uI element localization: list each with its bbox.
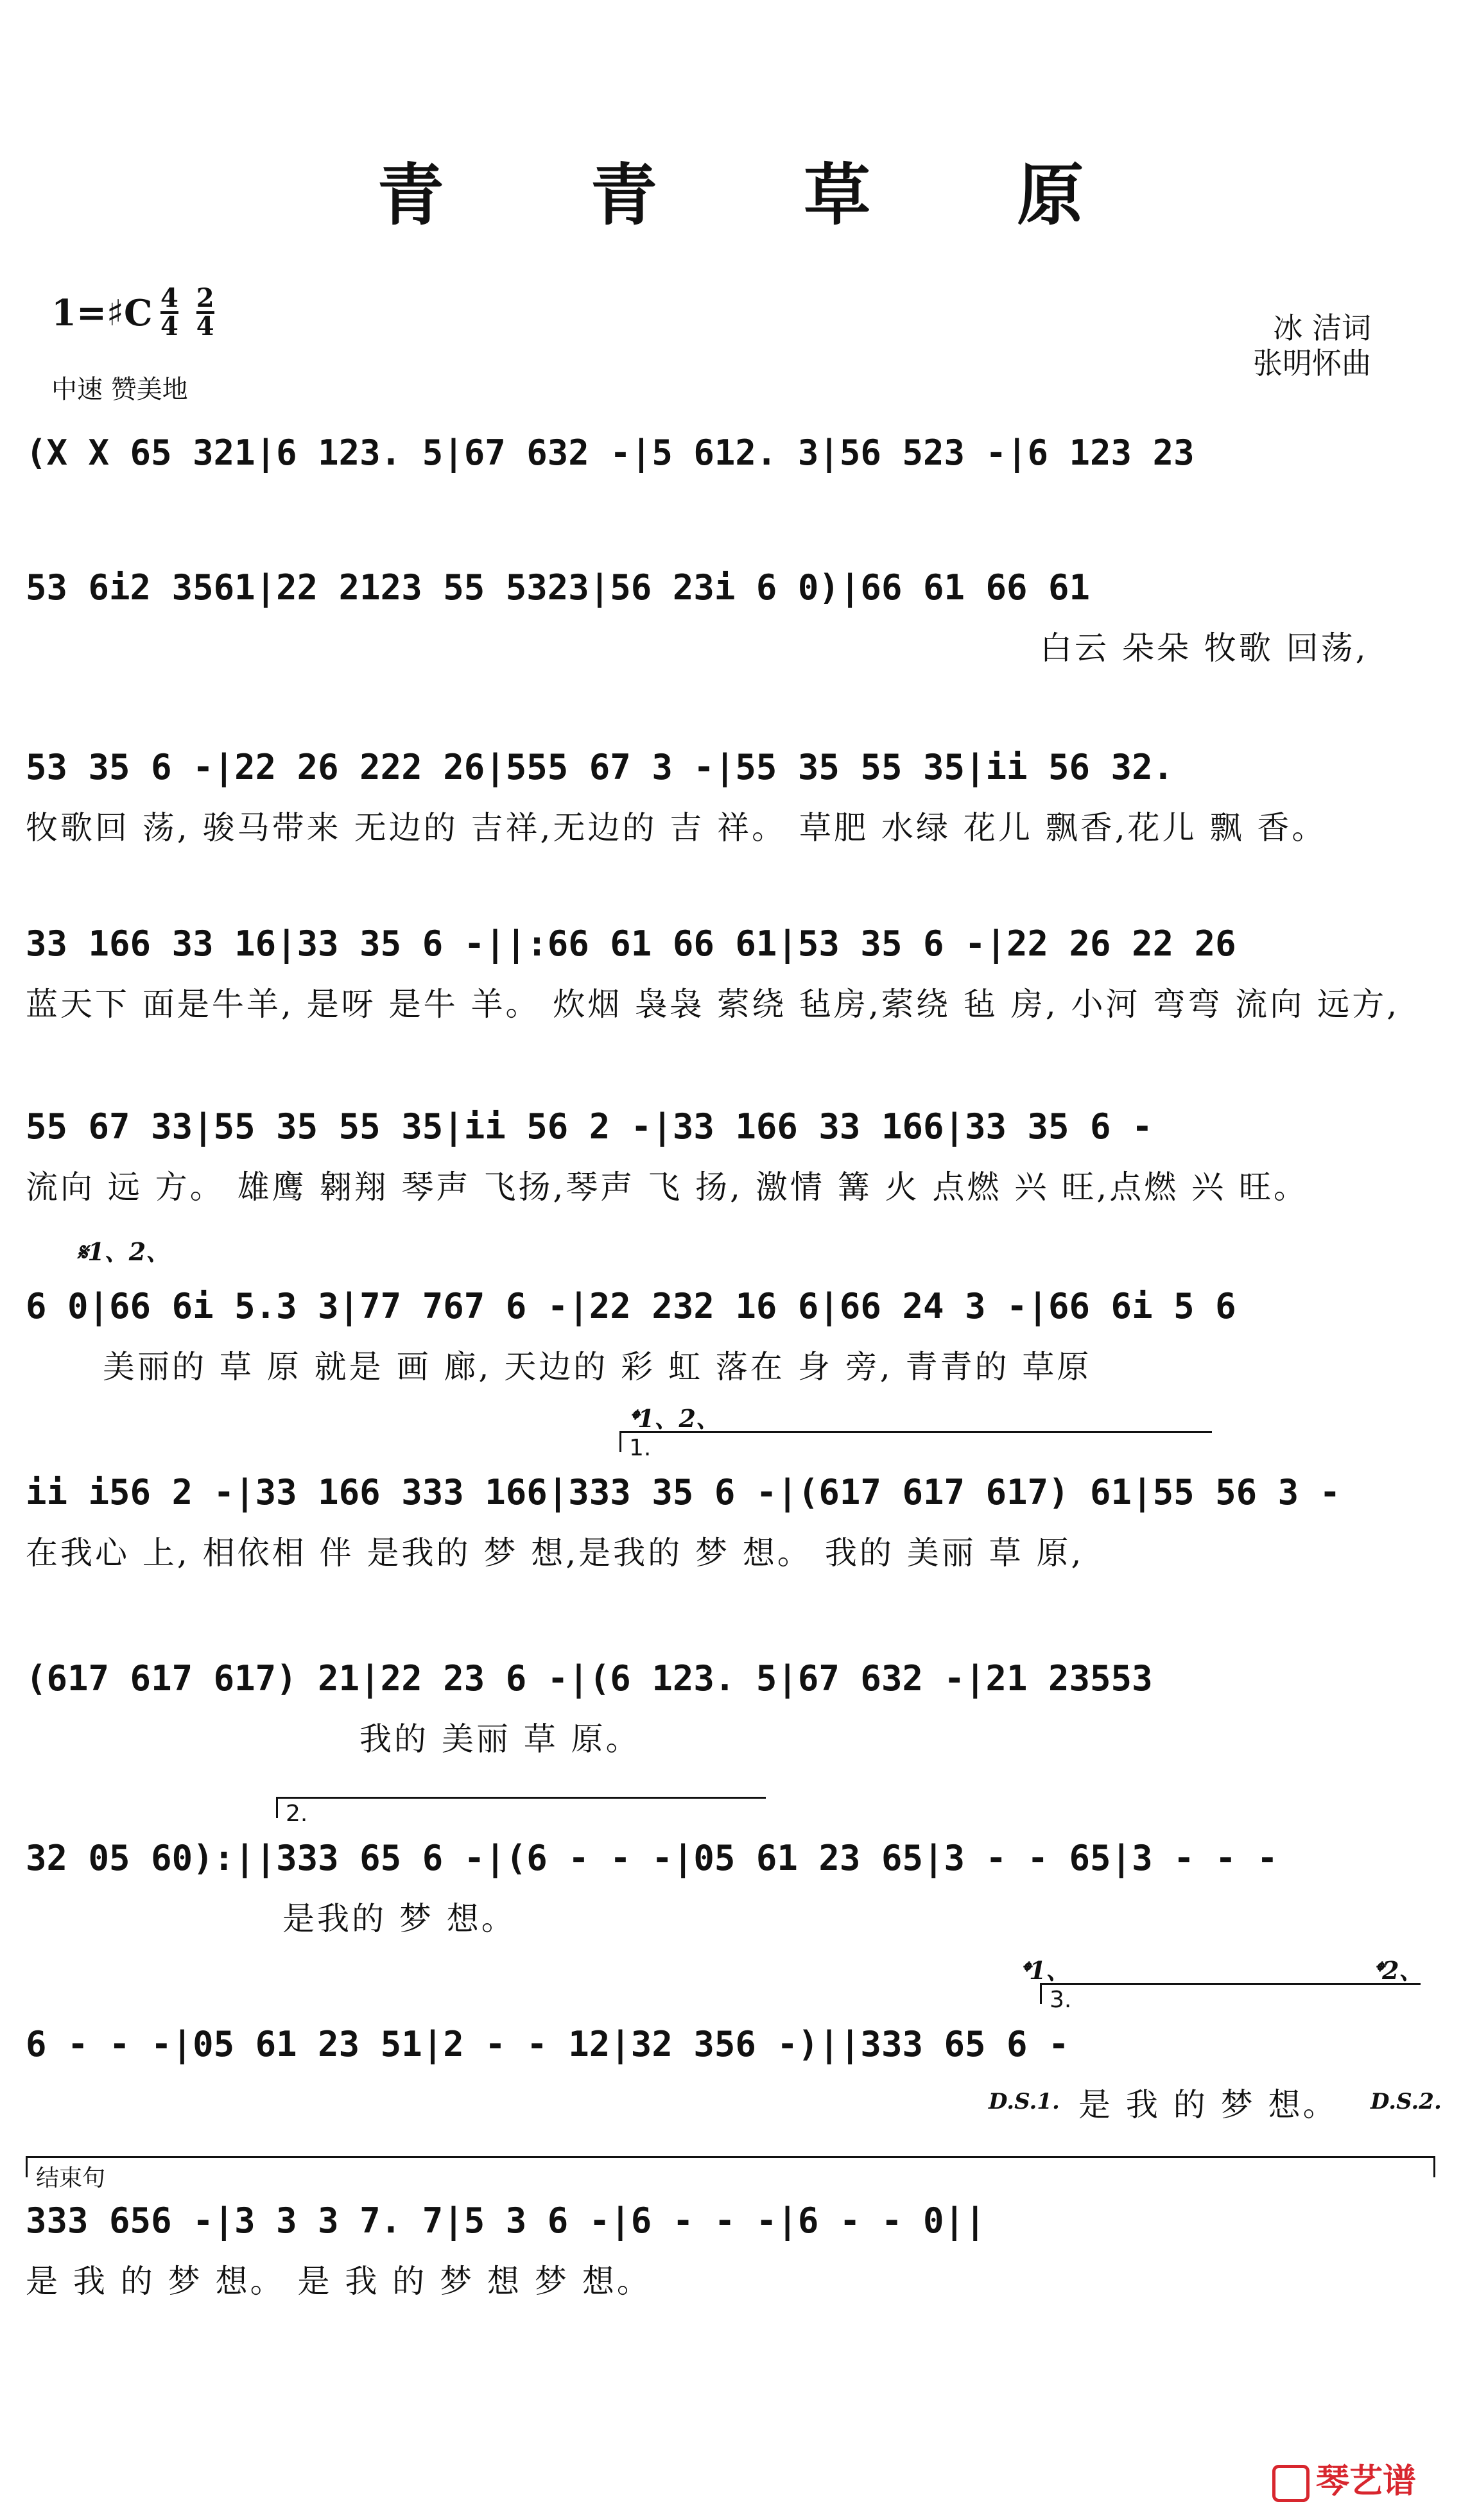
site-logo: 琴艺谱 xyxy=(1272,2454,1416,2502)
lyric-line: 我的 美丽 草 原。 xyxy=(359,1720,641,1758)
music-system-6 xyxy=(26,1271,1435,1393)
lyric-line: 美丽的 草 原 就是 画 廊, 天边的 彩 虹 落在 身 旁, 青青的 草原 xyxy=(103,1348,1092,1385)
ending-2-label: 2. xyxy=(286,1801,308,1827)
music-system-3 xyxy=(26,732,1435,853)
lyric-line: 在我心 上, 相依相 伴 是我的 梦 想,是我的 梦 想。 我的 美丽 草 原, xyxy=(26,1534,1084,1572)
coda-mark-1: 𝄌1、 xyxy=(1021,1956,1071,1985)
outro-bracket xyxy=(26,2156,1435,2177)
notation-line: 333 656 -|3 3 3 7. 7|5 3 6 -|6 - - -|6 - - 0|| xyxy=(26,2200,986,2241)
page-title: 青 青 草 原 xyxy=(377,155,1146,234)
notation-line: ii i56 2 -|33 166 333 166|333 35 6 -|(617 617 617) 61|55 56 3 - xyxy=(26,1471,1341,1513)
notation-line: 53 35 6 -|22 26 222 26|555 67 3 -|55 35 55 35|ii 56 32. xyxy=(26,746,1174,787)
time-signature xyxy=(160,283,223,341)
composer-credit: 张明怀曲 xyxy=(1253,346,1371,381)
lyric-line: 是我的 梦 想。 xyxy=(282,1900,516,1937)
music-system-7 xyxy=(26,1457,1435,1579)
music-system-8 xyxy=(26,1643,1435,1765)
notation-line: 32 05 60):||333 65 6 -|(6 - - -|05 61 23 65|3 - - 65|3 - - - xyxy=(26,1837,1278,1878)
segno-mark: 𝄋1、2、 xyxy=(77,1237,171,1266)
music-system-5 xyxy=(26,1091,1435,1213)
lyric-line: 蓝天下 面是牛羊, 是呀 是牛 羊。 炊烟 袅袅 萦绕 毡房,萦绕 毡 房, 小河 弯弯 流向 远方, xyxy=(26,986,1400,1023)
ending-1-label: 1. xyxy=(629,1435,652,1461)
ending-bracket-3 xyxy=(1040,1983,1421,2004)
outro-label: 结束句 xyxy=(36,2165,106,2191)
notation-line: (X X 65 321|6 123. 5|67 632 -|5 612. 3|56 523 -|6 123 23 xyxy=(26,432,1195,473)
music-system-1 xyxy=(26,417,1435,539)
coda-mark-2: 𝄌2、 xyxy=(1374,1956,1424,1985)
key-signature: 1=♯C xyxy=(51,292,153,334)
ds1-mark: D.S.1. xyxy=(989,2089,1060,2114)
music-system-9 xyxy=(26,1822,1435,1944)
music-system-11 xyxy=(26,2185,1435,2307)
lyric-line: 是 我 的 梦 想。 xyxy=(1078,2086,1338,2123)
ending-bracket-1 xyxy=(619,1431,1212,1452)
lyric-line: 白云 朵朵 牧歌 回荡, xyxy=(1040,630,1369,667)
tempo-marking: 中速 赞美地 xyxy=(51,375,188,404)
notation-line: 6 0|66 6i 5.3 3|77 767 6 -|22 232 16 6|66 24 3 -|66 6i 5 6 xyxy=(26,1285,1236,1326)
lyric-line: 是 我 的 梦 想。 是 我 的 梦 想 梦 想。 xyxy=(26,2263,652,2300)
music-system-2 xyxy=(26,552,1435,674)
notation-line: (617 617 617) 21|22 23 6 -|(6 123. 5|67 632 -|21 23553 xyxy=(26,1658,1153,1699)
lyric-line xyxy=(26,488,1435,539)
notation-line: 6 - - -|05 61 23 51|2 - - 12|32 356 -)||333 65 6 - xyxy=(26,2023,1069,2064)
notation-line: 55 67 33|55 35 55 35|ii 56 2 -|33 166 33 166|33 35 6 - xyxy=(26,1106,1153,1147)
ending-bracket-2 xyxy=(276,1797,766,1818)
lyricist-credit: 冰 洁词 xyxy=(1273,311,1371,345)
ds2-mark: D.S.2. xyxy=(1370,2089,1442,2114)
logo-icon xyxy=(1272,2465,1310,2502)
lyric-line: 流向 远 方。 雄鹰 翱翔 琴声 飞扬,琴声 飞 扬, 激情 篝 火 点燃 兴 旺,点燃 兴 旺。 xyxy=(26,1169,1308,1206)
lyric-line: 牧歌回 荡, 骏马带来 无边的 吉祥,无边的 吉 祥。 草肥 水绿 花儿 飘香,花儿 飘 香。 xyxy=(26,809,1327,846)
music-system-10 xyxy=(26,2009,1435,2130)
coda-mark: 𝄌1、2、 xyxy=(629,1404,720,1433)
notation-line: 33 166 33 16|33 35 6 -||:66 61 66 61|53 35 6 -|22 26 22 26 xyxy=(26,923,1236,964)
music-system-4 xyxy=(26,908,1435,1030)
ending-3-label: 3. xyxy=(1050,1987,1072,2013)
meter-1: $\frac{4}{4}$ xyxy=(160,283,178,341)
meter-2: $\frac{2}{4}$ xyxy=(196,283,214,341)
notation-line: 53 6i2 3561|22 2123 55 5323|56 23i 6 0)|66 61 66 61 xyxy=(26,567,1091,608)
